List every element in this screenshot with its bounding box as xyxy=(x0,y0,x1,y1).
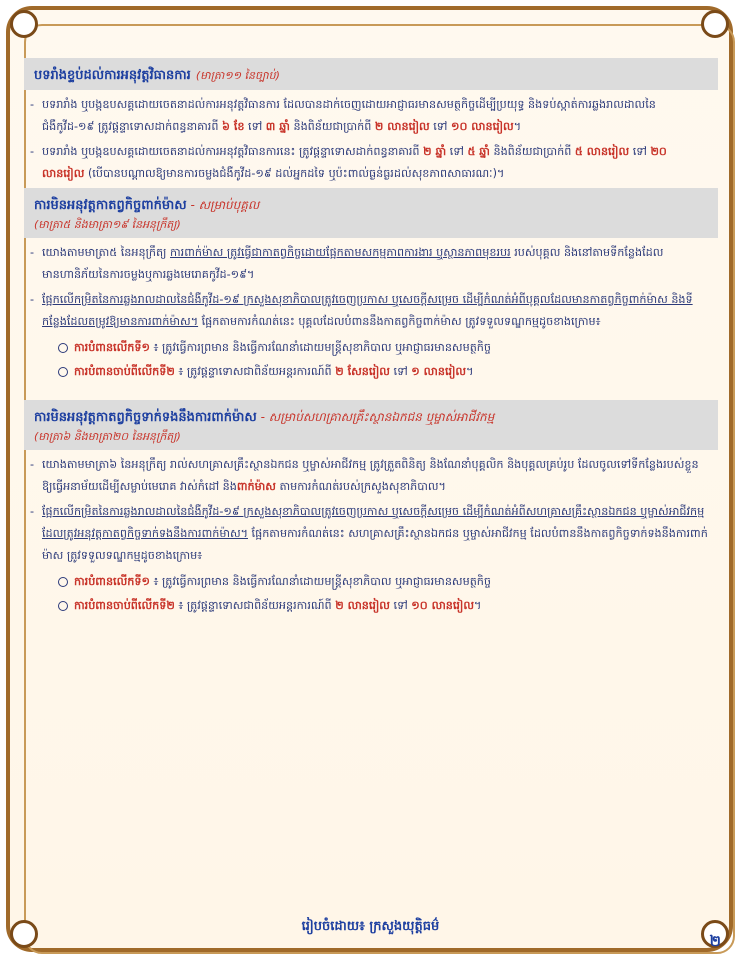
p-text-underlined: ការពាក់ម៉ាស ត្រូវធ្វើជាកាតព្វកិច្ចដោយផ្អែកតាមសកម្មភាពការងារ ឬស្ថានភាពមុខរបរ xyxy=(170,246,511,259)
circle-bullet-icon xyxy=(58,367,68,377)
penalty-value: ៥ ឆ្នាំ xyxy=(467,145,490,158)
section2-sublist xyxy=(58,336,718,384)
section1-title: បទរាំងខ្ទប់ដល់ការអនុវត្តវិធានការ xyxy=(34,68,191,83)
p-text-underlined: ផ្អែកលើកម្រិតនៃការឆ្លងរាលដាលនៃជំងឺកូវីដ-១៩ ក្រសួងសុខាភិបាលត្រូវចេញប្រកាស ឬសេចក្តីសម្រេច ដើម្បីកំណត់អំពីបុគ្គលដែលមានកាតព្វកិច្ចពាក់ម៉ាស និងទីកន្លែងដែលតម្រូវឱ្យមានការពាក់ម៉ាស។ xyxy=(42,293,693,328)
p-text: បទរារាំង ឬបង្កឧបសគ្គដោយចេតនាដល់ការអនុវត្តវិធានការនេះ ត្រូវផ្តន្ទាទោសដាក់ពន្ធនាគារពី xyxy=(42,145,424,158)
offense-label: ការបំពានចាប់ពីលើកទី២ xyxy=(74,365,175,378)
penalty-value: ២ សែនរៀល xyxy=(335,365,390,378)
spacer xyxy=(24,390,718,400)
section1-paragraph-2 xyxy=(42,141,708,185)
penalty-value: ១០ លានរៀល xyxy=(451,120,514,133)
section3-offense-1 xyxy=(58,570,718,594)
p-text: ផ្អែកតាមការកំណត់នេះ សហគ្រាសគ្រឹះស្ថានឯកជន ឬម្ចាស់អាជីវកម្ម ដែលបំពាននឹងកាតព្វកិច្ចទាក់ទងនឹងការពាក់ម៉ាស ត្រូវទទួលទណ្ឌកម្មដូចខាងក្រោម៖ xyxy=(42,527,708,562)
section2-offense-2 xyxy=(58,360,718,384)
p-text: បទរារាំង ឬបង្កឧបសគ្គដោយចេតនាដល់ការអនុវត្តវិធានការ ដែលបានដាក់ចេញដោយអាជ្ញាធរមានសមត្ថកិច្ចដើម្បីប្រយុទ្ធ និងទប់ស្កាត់ការឆ្លងរាលដាលនៃជំងឺកូវីដ-១៩ ត្រូវផ្តន្ទាទោសដាក់ពន្ធនាគារពី xyxy=(42,98,656,133)
p-text: ផ្អែកតាមការកំណត់នេះ បុគ្គលដែលបំពាននឹងកាតព្វកិច្ចពាក់ម៉ាស ត្រូវទទួលទណ្ឌកម្មដូចខាងក្រោម៖ xyxy=(198,315,601,328)
offense-text: ទៅ xyxy=(389,599,412,612)
highlight-text: ពាក់ម៉ាស xyxy=(236,480,276,493)
p-text: ទៅ xyxy=(629,145,651,158)
section2-paragraph-1 xyxy=(42,242,708,286)
penalty-value: ៥ លានរៀល xyxy=(574,145,630,158)
penalty-value: ១ លានរៀល xyxy=(411,365,467,378)
circle-bullet-icon xyxy=(58,601,68,611)
offense-text: ៖ ត្រូវធ្វើការព្រមាន និងធ្វើការណែនាំដោយមន្ត្រីសុខាភិបាល ឬអាជ្ញាធរមានសមត្ថកិច្ច xyxy=(149,341,491,354)
section3-offense-2 xyxy=(58,594,718,618)
section2-offense-1 xyxy=(58,336,718,360)
p-text: ទៅ xyxy=(429,120,452,133)
section2-title-suffix: - សម្រាប់បុគ្គល xyxy=(186,198,260,212)
offense-label: ការបំពានលើកទី១ xyxy=(74,575,150,588)
p-text: ។ xyxy=(513,120,522,133)
footer-credit: រៀបចំដោយ៖ ក្រសួងយុត្តិធម៌ xyxy=(301,919,440,934)
p-text: (បើបានបណ្តាលឱ្យមានការចម្លងជំងឺកូវីដ-១៩ ដល់អ្នកដទៃ ឬប៉ះពាល់ធ្ងន់ធ្ងរដល់សុខភាពសាធារណៈ)។ xyxy=(84,167,505,180)
section3-title: ការមិនអនុវត្តកាតព្វកិច្ចទាក់ទងនឹងការពាក់ម៉ាស xyxy=(34,410,257,425)
section3-sublist xyxy=(58,570,718,618)
circle-bullet-icon xyxy=(58,343,68,353)
offense-text: ៖ ត្រូវធ្វើការព្រមាន និងធ្វើការណែនាំដោយមន្ត្រីសុខាភិបាល ឬអាជ្ញាធរមានសមត្ថកិច្ច xyxy=(149,575,491,588)
section1-paragraph-1 xyxy=(42,94,708,138)
section2-list xyxy=(24,242,718,333)
p-text-underlined: ផ្អែកលើកម្រិតនៃការឆ្លងរាលដាលនៃជំងឺកូវីដ-១៩ ក្រសួងសុខាភិបាលត្រូវចេញប្រកាស ឬសេចក្តីសម្រេច ដើម្បីកំណត់អំពីសហគ្រាសគ្រឹះស្ថានឯកជន ឬម្ចាស់អាជីវកម្ម ដែលត្រូវអនុវត្តកាតព្វកិច្ចទាក់ទងនឹងការពាក់ម៉ាស។ xyxy=(42,505,705,540)
section3-header xyxy=(24,400,718,450)
circle-bullet-icon xyxy=(58,577,68,587)
p-text: យោងតាមមាត្រា៥ នៃអនុក្រឹត្យ xyxy=(42,246,171,259)
p-text: ទៅ xyxy=(244,120,266,133)
page-number: ២ xyxy=(709,932,721,950)
penalty-value: ២ លានរៀល xyxy=(335,599,390,612)
offense-text: ទៅ xyxy=(389,365,412,378)
offense-text: ។ xyxy=(466,365,474,378)
section3-paragraph-2 xyxy=(42,501,708,567)
section3-sub-note: (មាត្រា៦ និងមាត្រា២០ នៃអនុក្រឹត្យ) xyxy=(34,430,181,443)
offense-text: ។ xyxy=(473,599,482,612)
corner-ornament xyxy=(10,10,38,38)
penalty-value: ២ លានរៀល xyxy=(374,120,430,133)
offense-label: ការបំពានលើកទី១ xyxy=(74,341,150,354)
p-text: តាមការកំណត់របស់ក្រសួងសុខាភិបាល។ xyxy=(275,480,446,493)
offense-text: ៖ ត្រូវផ្តន្ទាទោសជាពិន័យអន្តរការណ៍ពី xyxy=(174,365,336,378)
penalty-value: ២០ លានរៀល xyxy=(42,145,667,180)
p-text: និងពិន័យជាប្រាក់ពី xyxy=(489,145,575,158)
p-text: យោងតាមមាត្រា៦ នៃអនុក្រឹត្យ រាល់សហគ្រាសគ្រឹះស្ថានឯកជន ឬម្ចាស់អាជីវកម្ម ត្រូវត្រួតពិនិត្យ និងណែនាំបុគ្គលិក និងបុគ្គលគ្រប់រូប ដែលចូលទៅទីកន្លែងរបស់ខ្លួន ឱ្យធ្វើអនាម័យដើម្បីសម្លាប់មេរោគ វាស់កំដៅ និង xyxy=(42,458,699,493)
penalty-value: ៦ ខែ xyxy=(222,120,245,133)
penalty-value: ៣ ឆ្នាំ xyxy=(265,120,290,133)
section1-header xyxy=(24,58,718,90)
section3-paragraph-1 xyxy=(42,454,708,498)
section2-header xyxy=(24,188,718,238)
offense-label: ការបំពានចាប់ពីលើកទី២ xyxy=(74,599,175,612)
section3-title-suffix: - សម្រាប់សហគ្រាសគ្រឹះស្ថានឯកជន ឬម្ចាស់អាជីវកម្ម xyxy=(256,410,495,424)
p-text: ទៅ xyxy=(446,145,468,158)
section2-title: ការមិនអនុវត្តកាតព្វកិច្ចពាក់ម៉ាស xyxy=(34,198,187,213)
section2-sub-note: (មាត្រា៥ និងមាត្រា១៩ នៃអនុក្រឹត្យ) xyxy=(34,218,181,231)
penalty-value: ១០ លានរៀល xyxy=(411,599,474,612)
section1-title-note: (មាត្រា១១ នៃច្បាប់) xyxy=(195,69,280,82)
p-text: របស់បុគ្គល និងនៅតាមទីកន្លែងដែលមានហានិភ័យនៃការចម្លងឬការឆ្លងមេរោគកូវីដ-១៩។ xyxy=(42,246,664,281)
corner-ornament xyxy=(701,10,729,38)
penalty-value: ២ ឆ្នាំ xyxy=(423,145,447,158)
offense-text: ៖ ត្រូវផ្តន្ទាទោសជាពិន័យអន្តរការណ៍ពី xyxy=(174,599,336,612)
section2-paragraph-2 xyxy=(42,289,708,333)
p-text: និងពិន័យជាប្រាក់ពី xyxy=(289,120,375,133)
section3-list xyxy=(24,454,718,567)
document-body xyxy=(24,58,718,624)
section1-list xyxy=(24,94,718,185)
